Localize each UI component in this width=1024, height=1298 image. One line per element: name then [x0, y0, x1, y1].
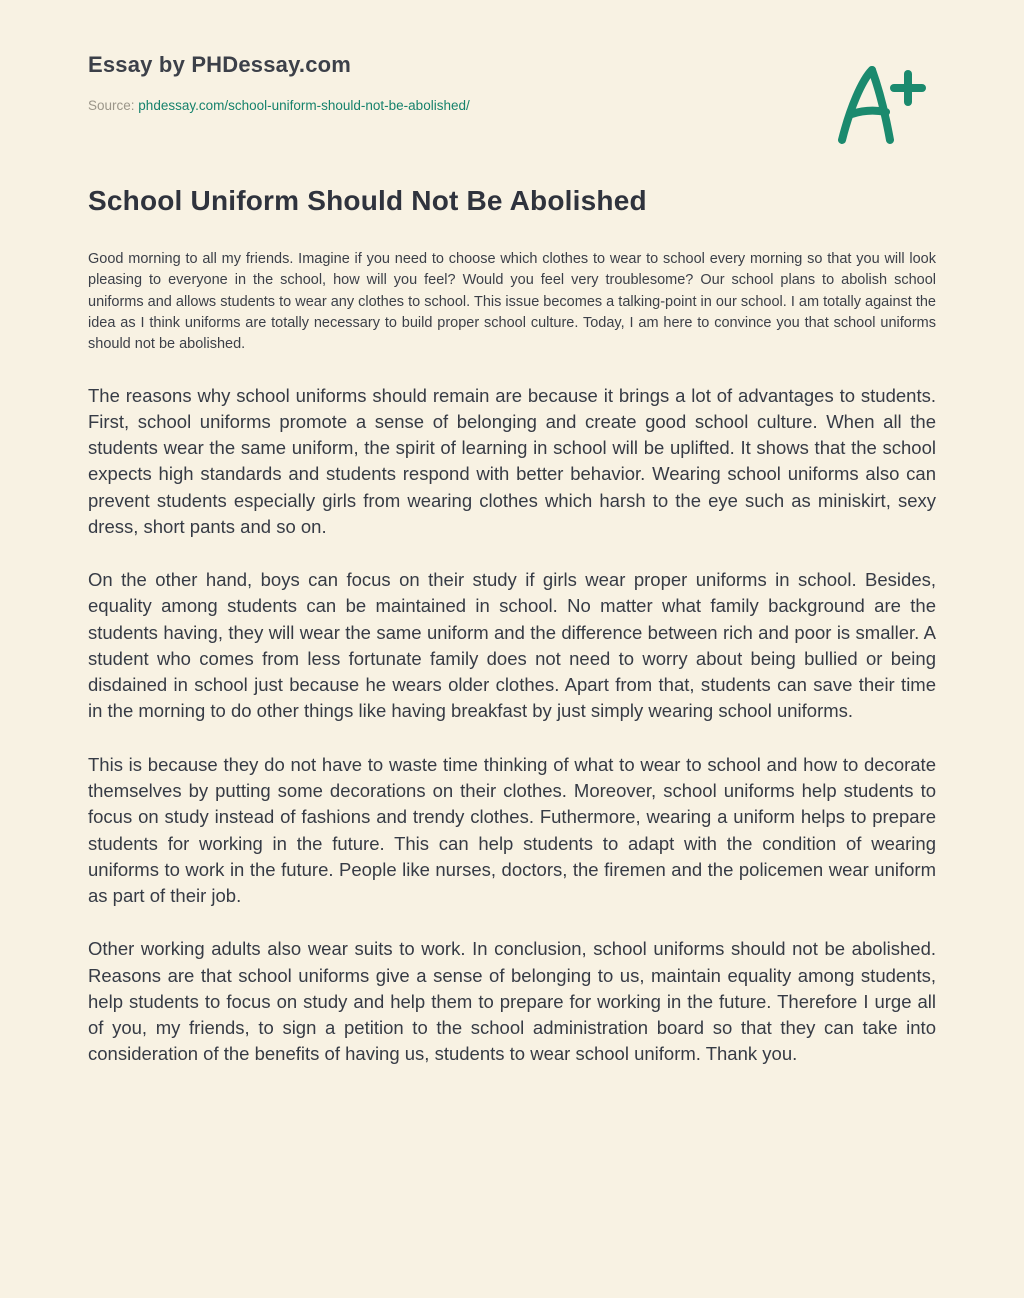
- source-label: Source:: [88, 98, 135, 113]
- essay-intro-paragraph: Good morning to all my friends. Imagine if you need to choose which clothes to wear to school every morning so that you will look pleasing to everyone in the school, how will you feel? Would you feel very troublesome? Our school plans to abolish school uniforms and allows students to wear any clothes to school. This issue becomes a talking-point in our school. I am totally against the idea as I think uniforms are totally necessary to build proper school culture. Today, I am here to convince you that school uniforms should not be abolished.: [88, 251, 936, 353]
- essay-title: School Uniform Should Not Be Abolished: [88, 185, 647, 216]
- source-link[interactable]: phdessay.com/school-uniform-should-not-be-abolished/: [138, 98, 470, 113]
- a-plus-logo-icon: [828, 58, 928, 158]
- essay-byline: Essay by PHDessay.com: [88, 52, 352, 77]
- essay-paragraph: This is because they do not have to waste time thinking of what to wear to school and how to decorate themselves by putting some decorations on their clothes. Moreover, school uniforms help students to focus on study instead of fashions and trendy clothes. Futhermore, wearing a uniform helps to prepare students for working in the future. This can help students to adapt with the condition of wearing uniforms to work in the future. People like nurses, doctors, the firemen and the policemen wear uniform as part of their job.: [88, 753, 936, 907]
- source-line: [88, 98, 936, 113]
- essay-paragraph: The reasons why school uniforms should remain are because it brings a lot of advantages to students. First, school uniforms promote a sense of belonging and create good school culture. When all the students wear the same uniform, the spirit of learning in school will be uplifted. It shows that the school expects high standards and students respond with better behavior. Wearing school uniforms also can prevent students especially girls from wearing clothes which harsh to the eye such as miniskirt, sexy dress, short pants and so on.: [88, 384, 936, 537]
- essay-paragraph: Other working adults also wear suits to work. In conclusion, school uniforms should not be abolished. Reasons are that school uniforms give a sense of belonging to us, maintain equality among students, help students to focus on study and help them to prepare for working in the future. Therefore I urge all of you, my friends, to sign a petition to the school administration board so that they can take into consideration of the benefits of having us, students to wear school uniform. Thank you.: [88, 938, 936, 1065]
- essay-paragraph: On the other hand, boys can focus on their study if girls wear proper uniforms in school. Besides, equality among students can be maintained in school. No matter what family background are the students having, they will wear the same uniform and the difference between rich and poor is smaller. A student who comes from less fortunate family does not need to worry about being bullied or being disdained in school just because he wears older clothes. Apart from that, students can save their time in the morning to do other things like having breakfast by just simply wearing school uniforms.: [88, 569, 936, 722]
